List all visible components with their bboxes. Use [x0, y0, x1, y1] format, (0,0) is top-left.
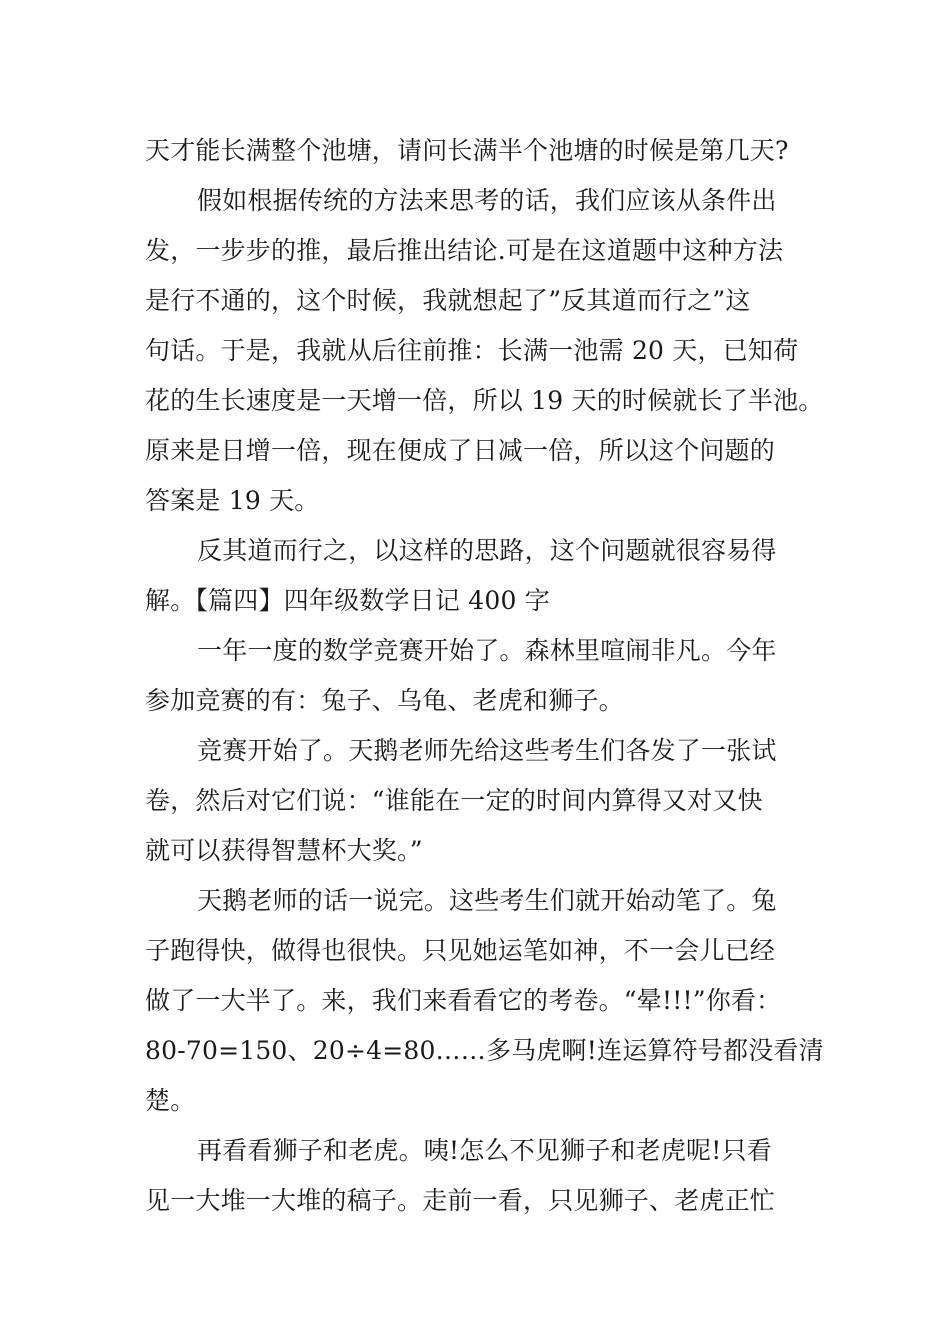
text-line: 再看看狮子和老虎。咦!怎么不见狮子和老虎呢!只看 [197, 1136, 772, 1165]
text-line: 就可以获得智慧杯大奖。” [145, 836, 423, 865]
text-line: 天才能长满整个池塘，请问长满半个池塘的时候是第几天? [145, 136, 789, 165]
text-line: 答案是 19 天。 [145, 486, 320, 515]
document-body [145, 126, 825, 1226]
text-line: 花的生长速度是一天增一倍，所以 19 天的时候就长了半池。 [145, 386, 824, 415]
text-line: 一年一度的数学竞赛开始了。森林里喧闹非凡。今年 [197, 636, 777, 665]
text-line: 是行不通的，这个时候，我就想起了”反其道而行之”这 [145, 286, 751, 315]
text-line: 句话。于是，我就从后往前推：长满一池需 20 天，已知荷 [145, 336, 799, 365]
text-line: 卷，然后对它们说：“谁能在一定的时间内算得又对又快 [145, 786, 763, 815]
text-line: 做了一大半了。来，我们来看看它的考卷。“晕!!!”你看： [145, 986, 782, 1015]
text-line: 发，一步步的推，最后推出结论.可是在这道题中这种方法 [145, 236, 784, 265]
text-line: 80-70=150、20÷4=80……多马虎啊!连运算符号都没看清 [145, 1036, 824, 1065]
text-line: 楚。 [145, 1086, 196, 1115]
text-line: 竞赛开始了。天鹅老师先给这些考生们各发了一张试 [197, 736, 777, 765]
text-line: 反其道而行之，以这样的思路，这个问题就很容易得 [197, 536, 777, 565]
text-line: 假如根据传统的方法来思考的话，我们应该从条件出 [197, 186, 777, 215]
text-line: 天鹅老师的话一说完。这些考生们就开始动笔了。兔 [197, 886, 777, 915]
text-line: 原来是日增一倍，现在便成了日减一倍，所以这个问题的 [145, 436, 776, 465]
text-line: 见一大堆一大堆的稿子。走前一看，只见狮子、老虎正忙 [145, 1186, 776, 1215]
text-line: 子跑得快，做得也很快。只见她运笔如神，不一会儿已经 [145, 936, 776, 965]
text-line: 参加竞赛的有：兔子、乌龟、老虎和狮子。 [145, 686, 624, 715]
text-line: 解。【篇四】四年级数学日记 400 字 [145, 586, 550, 615]
